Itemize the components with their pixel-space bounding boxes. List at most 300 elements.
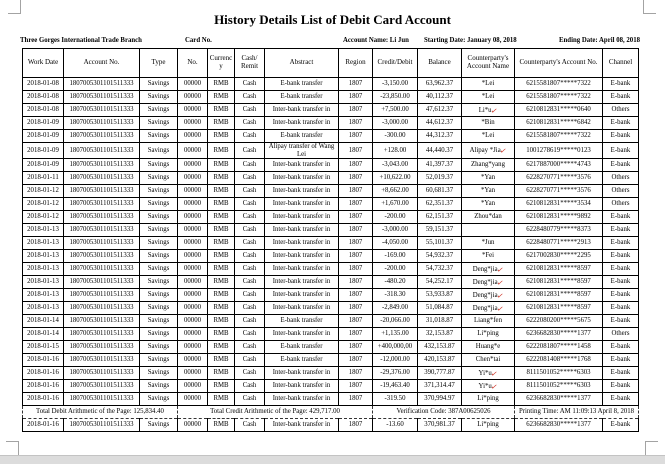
cell-currency: RMB xyxy=(208,367,235,380)
cell-type: Savings xyxy=(140,250,178,263)
cell-channel: E-bank xyxy=(603,117,639,130)
table-row xyxy=(23,224,639,237)
cell-credit-debit: -13.60 xyxy=(373,419,418,432)
cell-counterparty-name xyxy=(462,224,515,237)
cell-work-date: 2018-01-16 xyxy=(23,367,64,380)
cell-currency: RMB xyxy=(208,198,235,211)
table-row xyxy=(23,104,639,117)
cell-type: Savings xyxy=(140,104,178,117)
cell-account-no: 1807005301101511333 xyxy=(64,276,140,289)
cell-region: 1807 xyxy=(339,250,373,263)
red-pen-mark: ✓ xyxy=(495,277,504,288)
cell-account-no: 1807005301101511333 xyxy=(64,104,140,117)
cell-counterparty-name: *Fei xyxy=(462,250,515,263)
cell-credit-debit: +1,135.00 xyxy=(373,328,418,341)
cell-abstract: Inter-bank transfer in xyxy=(265,172,339,185)
cell-work-date: 2018-01-08 xyxy=(23,104,64,117)
cell-abstract: Inter-bank transfer in xyxy=(265,263,339,276)
column-header-type: Type xyxy=(140,49,178,78)
cell-work-date: 2018-01-09 xyxy=(23,159,64,172)
cell-region: 1807 xyxy=(339,104,373,117)
cell-credit-debit: -200.00 xyxy=(373,263,418,276)
cell-work-date: 2018-01-16 xyxy=(23,354,64,367)
cell-cash-remit: Cash xyxy=(235,367,265,380)
column-header-credit-debit: Credit/Debit xyxy=(373,49,418,78)
cell-counterparty-name: Yi*u✓ xyxy=(462,380,515,393)
cell-work-date: 2018-01-12 xyxy=(23,185,64,198)
cell-no: 00000 xyxy=(178,185,208,198)
cell-channel: E-bank xyxy=(603,263,639,276)
cell-channel: E-bank xyxy=(603,159,639,172)
cell-region: 1807 xyxy=(339,289,373,302)
cell-type: Savings xyxy=(140,185,178,198)
table-row xyxy=(23,302,639,315)
table-row xyxy=(23,419,639,432)
cell-no: 00000 xyxy=(178,289,208,302)
cell-currency: RMB xyxy=(208,302,235,315)
cell-cash-remit: Cash xyxy=(235,198,265,211)
cell-region: 1807 xyxy=(339,159,373,172)
cell-type: Savings xyxy=(140,237,178,250)
table-row xyxy=(23,393,639,406)
column-header-balance: Balance xyxy=(418,49,462,78)
cell-currency: RMB xyxy=(208,211,235,224)
cell-cash-remit: Cash xyxy=(235,91,265,104)
cell-work-date: 2018-01-13 xyxy=(23,250,64,263)
column-header-account-no: Account No. xyxy=(64,49,140,78)
cell-counterparty-account-no: 6228480771*****2913 xyxy=(515,237,603,250)
cell-currency: RMB xyxy=(208,393,235,406)
cell-region: 1807 xyxy=(339,354,373,367)
table-row xyxy=(23,211,639,224)
cell-work-date: 2018-01-09 xyxy=(23,117,64,130)
red-pen-mark: ✓ xyxy=(495,264,504,275)
cell-balance: 432,153.87 xyxy=(418,341,462,354)
cell-region: 1807 xyxy=(339,302,373,315)
cell-balance: 40,112.37 xyxy=(418,91,462,104)
cell-region: 1807 xyxy=(339,328,373,341)
cell-work-date: 2018-01-15 xyxy=(23,341,64,354)
cell-credit-debit: -2,849.00 xyxy=(373,302,418,315)
cell-work-date: 2018-01-13 xyxy=(23,289,64,302)
cell-counterparty-account-no: 6210812831*****6842 xyxy=(515,117,603,130)
cell-no: 00000 xyxy=(178,419,208,432)
page-totals-row xyxy=(23,406,639,419)
cell-cash-remit: Cash xyxy=(235,289,265,302)
table-row xyxy=(23,91,639,104)
cell-credit-debit: -480.20 xyxy=(373,276,418,289)
cell-balance: 54,252.17 xyxy=(418,276,462,289)
cell-channel: E-bank xyxy=(603,289,639,302)
cell-counterparty-account-no: 1001278619*****0123 xyxy=(515,143,603,159)
cell-credit-debit: -3,043.00 xyxy=(373,159,418,172)
cell-work-date: 2018-01-13 xyxy=(23,263,64,276)
table-row xyxy=(23,250,639,263)
history-table xyxy=(22,48,639,432)
cell-work-date: 2018-01-13 xyxy=(23,224,64,237)
cell-region: 1807 xyxy=(339,130,373,143)
cell-region: 1807 xyxy=(339,380,373,393)
cell-balance: 47,612.37 xyxy=(418,104,462,117)
cell-channel: E-bank xyxy=(603,380,639,393)
cell-work-date: 2018-01-09 xyxy=(23,143,64,159)
cell-counterparty-account-no: 6228270771*****3576 xyxy=(515,172,603,185)
cell-balance: 44,612.37 xyxy=(418,117,462,130)
cell-abstract: Inter-bank transfer in xyxy=(265,185,339,198)
cell-counterparty-name: *Lei xyxy=(462,78,515,91)
cell-currency: RMB xyxy=(208,159,235,172)
cell-work-date: 2018-01-14 xyxy=(23,328,64,341)
cell-no: 00000 xyxy=(178,276,208,289)
cell-work-date: 2018-01-08 xyxy=(23,78,64,91)
cell-balance: 62,151.37 xyxy=(418,211,462,224)
cell-balance: 55,101.37 xyxy=(418,237,462,250)
cell-abstract: Inter-bank transfer in xyxy=(265,302,339,315)
cell-channel: E-bank xyxy=(603,78,639,91)
cell-no: 00000 xyxy=(178,380,208,393)
page-edge-strip xyxy=(0,455,665,464)
cell-balance: 51,084.87 xyxy=(418,302,462,315)
table-row xyxy=(23,78,639,91)
table-row xyxy=(23,117,639,130)
column-header-work-date: Work Date xyxy=(23,49,64,78)
cell-counterparty-name: Yi*u✓ xyxy=(462,367,515,380)
verification-code: Verification Code: 387A00625026 xyxy=(373,406,515,419)
cell-channel: E-bank xyxy=(603,393,639,406)
cell-counterparty-account-no: 6217887000*****4743 xyxy=(515,159,603,172)
cell-counterparty-name: *Yan xyxy=(462,185,515,198)
cell-currency: RMB xyxy=(208,250,235,263)
table-row xyxy=(23,380,639,393)
card-no-label: Card No. xyxy=(185,37,212,44)
cell-cash-remit: Cash xyxy=(235,341,265,354)
cell-currency: RMB xyxy=(208,78,235,91)
cell-account-no: 1807005301101511333 xyxy=(64,172,140,185)
cell-counterparty-name: Deng*jia✓ xyxy=(462,263,515,276)
cell-counterparty-account-no: 6222081807*****1458 xyxy=(515,341,603,354)
header-row xyxy=(23,49,639,78)
cell-channel: E-bank xyxy=(603,315,639,328)
cell-credit-debit: +128.00 xyxy=(373,143,418,159)
cell-abstract: Inter-bank transfer in xyxy=(265,393,339,406)
cell-counterparty-account-no: 6210812831*****0640 xyxy=(515,104,603,117)
cell-no: 00000 xyxy=(178,302,208,315)
cell-credit-debit: -3,150.00 xyxy=(373,78,418,91)
red-pen-mark: ✓ xyxy=(489,381,499,392)
cell-currency: RMB xyxy=(208,289,235,302)
cell-currency: RMB xyxy=(208,341,235,354)
cell-no: 00000 xyxy=(178,341,208,354)
cell-balance: 390,777.87 xyxy=(418,367,462,380)
cell-credit-debit: -4,050.00 xyxy=(373,237,418,250)
table-row xyxy=(23,159,639,172)
cell-cash-remit: Cash xyxy=(235,211,265,224)
cell-currency: RMB xyxy=(208,185,235,198)
cell-type: Savings xyxy=(140,341,178,354)
cell-currency: RMB xyxy=(208,237,235,250)
cell-account-no: 1807005301101511333 xyxy=(64,328,140,341)
table-row xyxy=(23,130,639,143)
cell-counterparty-name: Huang*e xyxy=(462,341,515,354)
cell-region: 1807 xyxy=(339,237,373,250)
cell-abstract: Inter-bank transfer in xyxy=(265,367,339,380)
cell-currency: RMB xyxy=(208,328,235,341)
table-row xyxy=(23,143,639,159)
cell-counterparty-account-no: 6236682830*****1377 xyxy=(515,419,603,432)
cell-cash-remit: Cash xyxy=(235,78,265,91)
cell-credit-debit: -29,376.00 xyxy=(373,367,418,380)
cell-channel: Others xyxy=(603,172,639,185)
cell-counterparty-name: Li*ping xyxy=(462,328,515,341)
cell-work-date: 2018-01-08 xyxy=(23,91,64,104)
red-pen-mark: ✓ xyxy=(495,290,504,301)
cell-credit-debit: +7,500.00 xyxy=(373,104,418,117)
cell-counterparty-account-no: 6215581807*****7322 xyxy=(515,78,603,91)
cell-no: 00000 xyxy=(178,315,208,328)
cell-balance: 59,151.37 xyxy=(418,224,462,237)
cell-abstract: Inter-bank transfer in xyxy=(265,250,339,263)
cell-abstract: Alipay transfer of Wang Lei xyxy=(265,143,339,159)
cell-type: Savings xyxy=(140,172,178,185)
cell-counterparty-account-no: 6210812831*****3534 xyxy=(515,198,603,211)
cell-region: 1807 xyxy=(339,315,373,328)
cell-credit-debit: -12,000.00 xyxy=(373,354,418,367)
cell-abstract: E-bank transfer xyxy=(265,315,339,328)
cell-region: 1807 xyxy=(339,341,373,354)
cell-type: Savings xyxy=(140,302,178,315)
cell-currency: RMB xyxy=(208,380,235,393)
cell-no: 00000 xyxy=(178,354,208,367)
cell-balance: 370,994.97 xyxy=(418,393,462,406)
column-header-counterparty-name: Counterparty's Account Name xyxy=(462,49,515,78)
red-pen-mark: ✓ xyxy=(498,146,508,157)
red-pen-mark: ✓ xyxy=(489,368,499,379)
cell-abstract: Inter-bank transfer in xyxy=(265,380,339,393)
cell-channel: E-bank xyxy=(603,211,639,224)
column-header-no: No. xyxy=(178,49,208,78)
cell-balance: 31,018.87 xyxy=(418,315,462,328)
cell-cash-remit: Cash xyxy=(235,393,265,406)
table-row xyxy=(23,263,639,276)
cell-account-no: 1807005301101511333 xyxy=(64,143,140,159)
cell-currency: RMB xyxy=(208,104,235,117)
cell-channel: E-bank xyxy=(603,91,639,104)
cell-credit-debit: +1,670.00 xyxy=(373,198,418,211)
cell-abstract: Inter-bank transfer in xyxy=(265,237,339,250)
cell-counterparty-account-no: 8111501052*****6303 xyxy=(515,380,603,393)
column-header-cash-remit: Cash/ Remit xyxy=(235,49,265,78)
cell-credit-debit: -23,850.00 xyxy=(373,91,418,104)
cell-region: 1807 xyxy=(339,143,373,159)
cell-abstract: Inter-bank transfer in xyxy=(265,198,339,211)
cell-no: 00000 xyxy=(178,237,208,250)
cell-type: Savings xyxy=(140,198,178,211)
cell-abstract: E-bank transfer xyxy=(265,91,339,104)
cell-channel: E-bank xyxy=(603,276,639,289)
cell-channel: E-bank xyxy=(603,302,639,315)
cell-counterparty-account-no: 6215581807*****7322 xyxy=(515,91,603,104)
column-header-counterparty-account-no: Counterparty's Account No. xyxy=(515,49,603,78)
cell-counterparty-name: Deng*jia✓ xyxy=(462,289,515,302)
cell-cash-remit: Cash xyxy=(235,237,265,250)
printing-time: Printing Time: AM 11:09:13 April 8, 2018 xyxy=(515,406,639,419)
cell-counterparty-account-no: 6210812831*****8597 xyxy=(515,289,603,302)
cell-type: Savings xyxy=(140,276,178,289)
cell-currency: RMB xyxy=(208,354,235,367)
total-debit: Total Debit Arithmetic of the Page: 125,834.40 xyxy=(23,406,178,419)
cell-counterparty-account-no: 6215581807*****7322 xyxy=(515,130,603,143)
cell-account-no: 1807005301101511333 xyxy=(64,289,140,302)
cell-balance: 370,981.37 xyxy=(418,419,462,432)
cell-no: 00000 xyxy=(178,78,208,91)
cell-type: Savings xyxy=(140,143,178,159)
cell-balance: 52,019.37 xyxy=(418,172,462,185)
cell-type: Savings xyxy=(140,117,178,130)
cell-channel: E-bank xyxy=(603,237,639,250)
cell-region: 1807 xyxy=(339,419,373,432)
table-row xyxy=(23,367,639,380)
cell-type: Savings xyxy=(140,380,178,393)
cell-region: 1807 xyxy=(339,91,373,104)
table-row xyxy=(23,237,639,250)
cell-account-no: 1807005301101511333 xyxy=(64,117,140,130)
cell-counterparty-name: *Jun xyxy=(462,237,515,250)
cell-work-date: 2018-01-13 xyxy=(23,237,64,250)
cell-account-no: 1807005301101511333 xyxy=(64,91,140,104)
cell-no: 00000 xyxy=(178,159,208,172)
cell-balance: 32,153.87 xyxy=(418,328,462,341)
cell-cash-remit: Cash xyxy=(235,380,265,393)
cell-balance: 44,440.37 xyxy=(418,143,462,159)
table-body xyxy=(23,78,639,432)
column-header-region: Region xyxy=(339,49,373,78)
account-meta-line xyxy=(0,37,665,48)
cell-account-no: 1807005301101511333 xyxy=(64,341,140,354)
cell-credit-debit: -300.00 xyxy=(373,130,418,143)
table-row xyxy=(23,315,639,328)
table-row xyxy=(23,289,639,302)
cell-region: 1807 xyxy=(339,276,373,289)
cell-credit-debit: -319.50 xyxy=(373,393,418,406)
cell-cash-remit: Cash xyxy=(235,250,265,263)
cell-region: 1807 xyxy=(339,117,373,130)
cell-cash-remit: Cash xyxy=(235,302,265,315)
cell-cash-remit: Cash xyxy=(235,130,265,143)
cell-type: Savings xyxy=(140,354,178,367)
cell-region: 1807 xyxy=(339,211,373,224)
cell-work-date: 2018-01-16 xyxy=(23,419,64,432)
cell-balance: 54,732.37 xyxy=(418,263,462,276)
cell-cash-remit: Cash xyxy=(235,328,265,341)
cell-work-date: 2018-01-12 xyxy=(23,211,64,224)
cell-region: 1807 xyxy=(339,224,373,237)
cell-balance: 62,351.37 xyxy=(418,198,462,211)
cell-abstract: Inter-bank transfer in xyxy=(265,104,339,117)
cell-counterparty-name: *Yan xyxy=(462,198,515,211)
cell-currency: RMB xyxy=(208,263,235,276)
cell-counterparty-name: Li*u✓ xyxy=(462,104,515,117)
column-header-channel: Channel xyxy=(603,49,639,78)
account-name: Account Name: Li Jun xyxy=(343,37,409,44)
cell-work-date: 2018-01-13 xyxy=(23,276,64,289)
table-row xyxy=(23,172,639,185)
cell-counterparty-account-no: 6228480779*****8373 xyxy=(515,224,603,237)
red-pen-mark: ✓ xyxy=(495,303,504,314)
cell-currency: RMB xyxy=(208,315,235,328)
cell-credit-debit: +400,000,00 xyxy=(373,341,418,354)
branch-name: Three Gorges International Trade Branch xyxy=(20,37,142,44)
cell-cash-remit: Cash xyxy=(235,104,265,117)
cell-counterparty-name: Chen*tai xyxy=(462,354,515,367)
cell-credit-debit: -3,000.00 xyxy=(373,224,418,237)
cell-credit-debit: -3,000.00 xyxy=(373,117,418,130)
cell-account-no: 1807005301101511333 xyxy=(64,380,140,393)
cell-cash-remit: Cash xyxy=(235,159,265,172)
cell-no: 00000 xyxy=(178,263,208,276)
cell-channel: Others xyxy=(603,104,639,117)
cell-no: 00000 xyxy=(178,224,208,237)
cell-account-no: 1807005301101511333 xyxy=(64,250,140,263)
cell-no: 00000 xyxy=(178,104,208,117)
cell-no: 00000 xyxy=(178,91,208,104)
cell-cash-remit: Cash xyxy=(235,143,265,159)
cell-type: Savings xyxy=(140,130,178,143)
table-row xyxy=(23,185,639,198)
total-credit: Total Credit Arithmetic of the Page: 429,717.00 xyxy=(178,406,373,419)
cell-account-no: 1807005301101511333 xyxy=(64,159,140,172)
cell-no: 00000 xyxy=(178,393,208,406)
cell-currency: RMB xyxy=(208,130,235,143)
cell-account-no: 1807005301101511333 xyxy=(64,130,140,143)
cell-type: Savings xyxy=(140,263,178,276)
cell-cash-remit: Cash xyxy=(235,419,265,432)
cell-abstract: E-bank transfer xyxy=(265,130,339,143)
cell-type: Savings xyxy=(140,78,178,91)
table-row xyxy=(23,276,639,289)
cell-counterparty-name: Zhang*yang xyxy=(462,159,515,172)
cell-channel: Others xyxy=(603,328,639,341)
cell-no: 00000 xyxy=(178,367,208,380)
cell-abstract: Inter-bank transfer in xyxy=(265,328,339,341)
cell-channel: E-bank xyxy=(603,130,639,143)
cell-cash-remit: Cash xyxy=(235,185,265,198)
cell-currency: RMB xyxy=(208,276,235,289)
cell-counterparty-account-no: 6228270771*****3576 xyxy=(515,185,603,198)
cell-counterparty-name: Liang*fen xyxy=(462,315,515,328)
cell-work-date: 2018-01-14 xyxy=(23,315,64,328)
cell-balance: 53,933.87 xyxy=(418,289,462,302)
cell-cash-remit: Cash xyxy=(235,276,265,289)
cell-channel: E-bank xyxy=(603,224,639,237)
cell-account-no: 1807005301101511333 xyxy=(64,237,140,250)
cell-account-no: 1807005301101511333 xyxy=(64,211,140,224)
cell-cash-remit: Cash xyxy=(235,117,265,130)
cell-abstract: Inter-bank transfer in xyxy=(265,289,339,302)
cell-counterparty-account-no: 6222080200*****5675 xyxy=(515,315,603,328)
cell-balance: 371,314.47 xyxy=(418,380,462,393)
cell-no: 00000 xyxy=(178,130,208,143)
cell-credit-debit: -169.00 xyxy=(373,250,418,263)
table-row xyxy=(23,198,639,211)
cell-type: Savings xyxy=(140,224,178,237)
cell-cash-remit: Cash xyxy=(235,224,265,237)
cell-no: 00000 xyxy=(178,143,208,159)
cell-type: Savings xyxy=(140,159,178,172)
cell-type: Savings xyxy=(140,315,178,328)
cell-abstract: E-bank transfer xyxy=(265,341,339,354)
cell-counterparty-name: Deng*jia✓ xyxy=(462,276,515,289)
cell-no: 00000 xyxy=(178,198,208,211)
